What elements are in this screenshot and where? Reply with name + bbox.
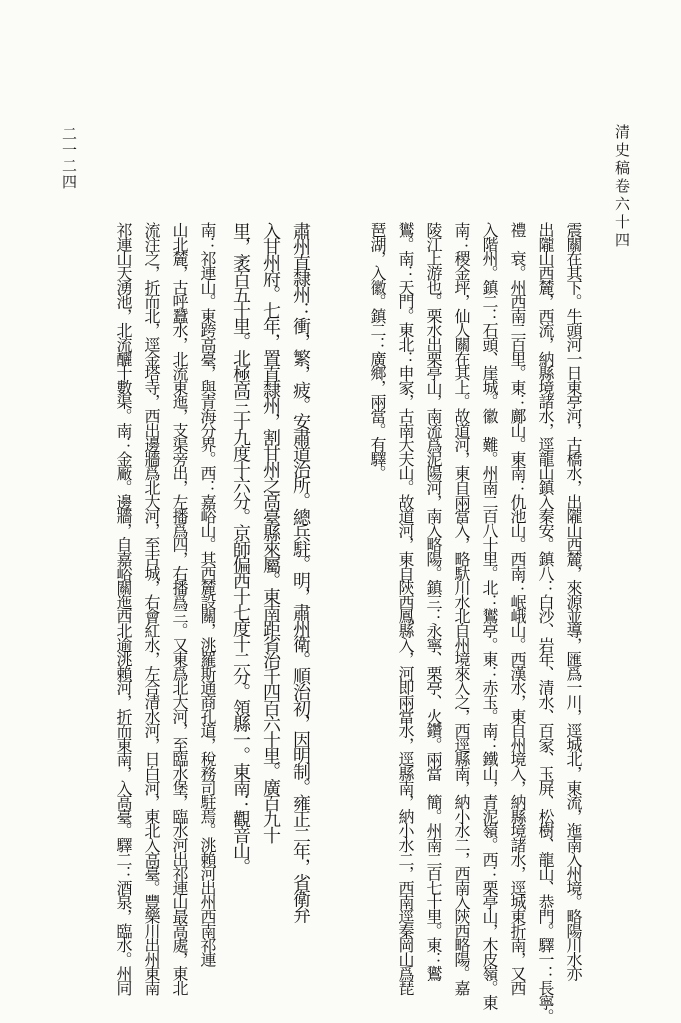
text-column: 入甘州府。七年，置直隸州，割甘州之高臺縣來屬。東南距省治千四百六十里。廣百九十	[260, 222, 281, 843]
text-column: 南：稷金坪，仙人關在其上。故道河，東自兩當入，略馱川水北自州境來入之，西逕縣南，納小水二，西南入陝西略陽。嘉	[452, 222, 471, 995]
text-column: 出隴山西麓，西流，納縣境諸水，逕龍山鎮入秦安。鎮八：白沙、岩年、清水、百家、玉屏、松樹、龍山、恭門。驛一：長寧。	[536, 222, 555, 1023]
text-column: 祁連山天湧池，北流釃十數渠。南：金廠。邊牆，自嘉峪關迤西北逾洮賴河，折而東南，入高臺。驛二：酒泉，臨水。州同	[114, 222, 133, 995]
text-column: 鸑。南：天門。東北：申家，古南大夫山。故道河，東自陝西鳳縣入，河即兩當水，逕縣南，納小水二，西南逕秦岡山爲琵	[396, 222, 415, 995]
text-column: 陵江上游也。栗水出栗亭山，南流爲泥陽河，南入略陽。鎮三：永寧、栗亭、火鑽。兩當 簡。州南二百七十里。東：鸑	[424, 222, 443, 980]
text-column: 南：祁連山。東跨高臺，與青海分界。西：嘉峪山。其西麓設關，洮羅斯通商孔道，稅務司駐焉。洮賴河出州西南祁連	[198, 222, 217, 966]
text-column: 肅州直隸州：衝，繁，疲。安肅道治所。總兵駐。明，肅州衛。順治初，因明制。雍正二年，省衛弁	[290, 222, 311, 922]
book-title: 清史稿卷六十四	[613, 124, 631, 250]
text-column: 里，袤百五十里。北極高三十九度十六分。京師偏西十七度十二分。領縣一。東南：觀音山。	[230, 222, 251, 874]
text-column: 流注之，折而北，逕金塔寺，西出邊牆爲北大河，至古城，右會紅水，左合清水河，日白河，東北入高臺。豐樂川出州東南	[142, 222, 161, 995]
text-column: 禮 衰。州西南二百里。東：鄺山。東南：仇池山。西南：岷峨山。西漢水，東自州境入，納縣境諸水，逕城東折南，又西	[508, 222, 527, 995]
text-column	[335, 222, 357, 902]
text-column: 琶湖，入徽。鎮二：廣鄉，兩當。有驛。	[368, 222, 387, 480]
text-column: 山北麓，古呼蠶水，北流東迤，支渠旁出，左播爲四，右播爲三。又東爲北大河，至臨水堡，臨水河出祁連山最高處，東北	[170, 222, 189, 995]
text-column: 震關在其下。牛頭河一日東亭河，古橋水，出隴山西麓，來源並導，匯爲一川，逕城北，東流，迤南入州境。略陽川水亦	[564, 222, 583, 980]
page-number: 二一二四	[60, 126, 78, 190]
text-column: 入階州。鎮二：石頭、崖城。徽 難。州南二百八十里。北：鸑亭。東：赤玉。南：鐵山，青泥嶺。西：栗亭山，木皮嶺。東	[480, 222, 499, 1009]
